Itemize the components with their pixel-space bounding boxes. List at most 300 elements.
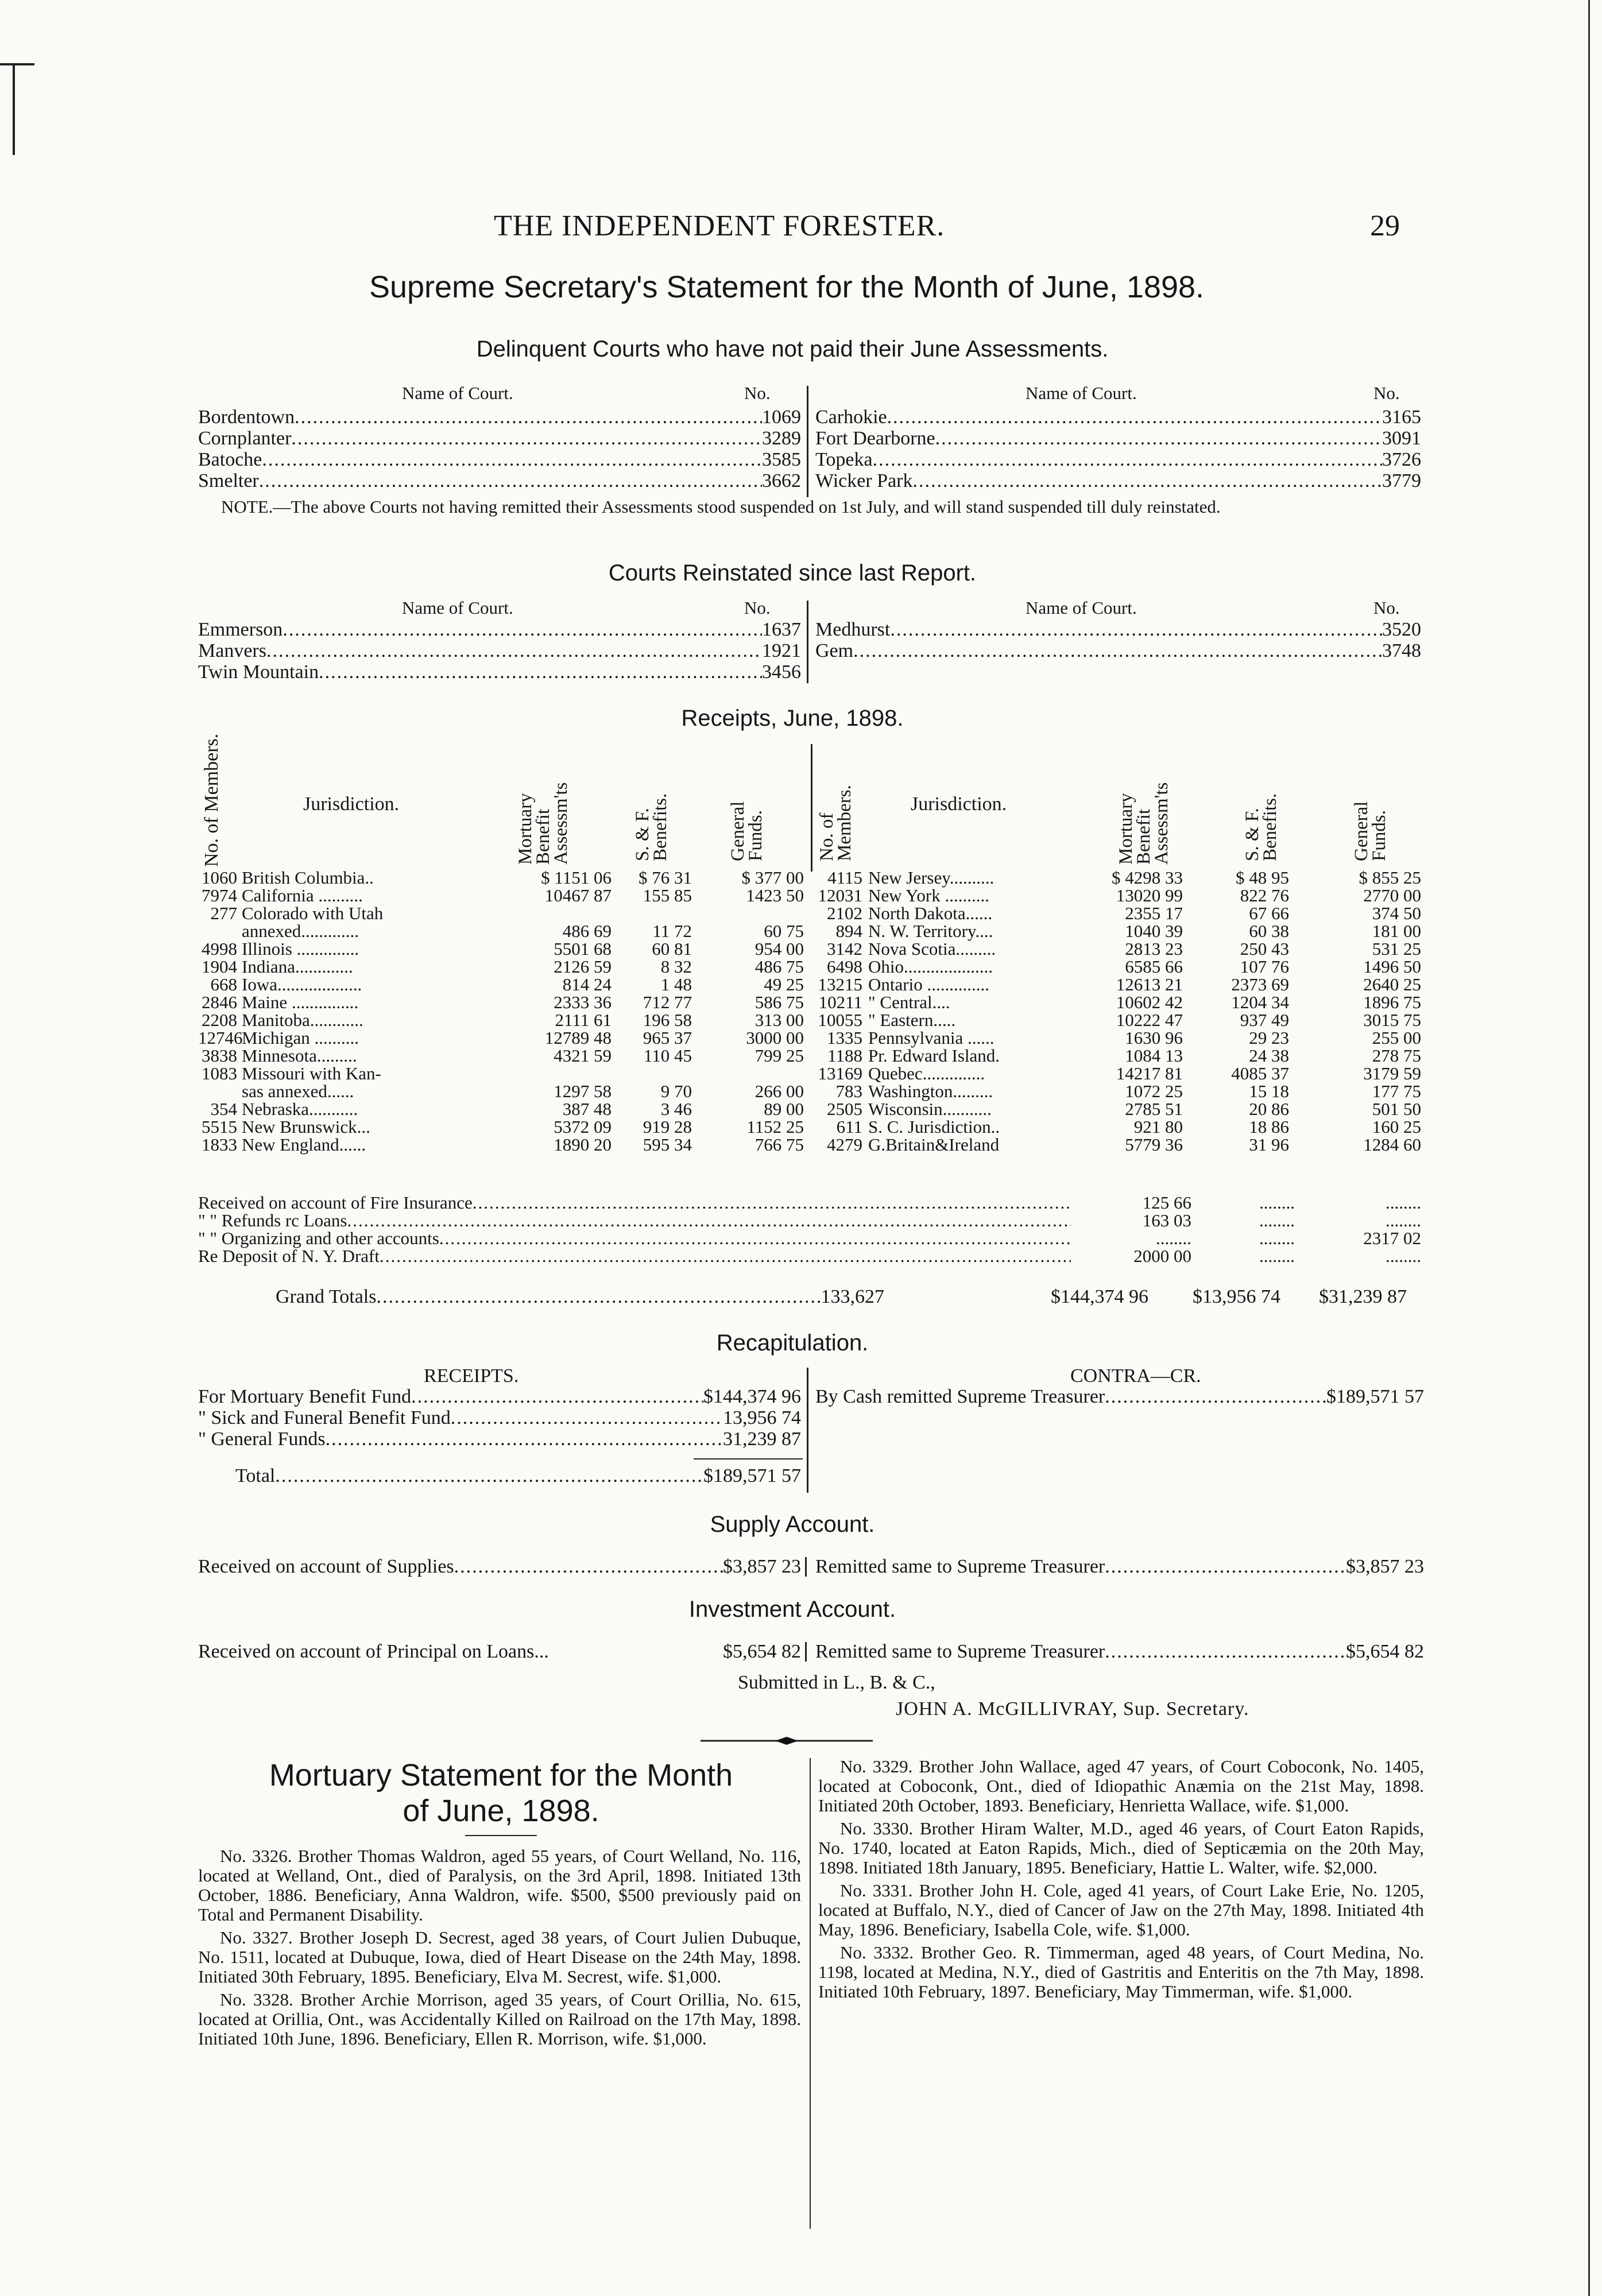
section-ornament — [701, 1735, 873, 1747]
leader-dots — [326, 1428, 723, 1450]
supply-divider — [805, 1557, 807, 1577]
misc-label: " " Refunds rc Loans — [198, 1210, 347, 1230]
jurisdiction-cell: California .......... — [242, 885, 363, 905]
receipts-row — [198, 886, 810, 904]
mortuary-right-column — [818, 1757, 1424, 2005]
general-cell: 266 00 — [754, 1081, 804, 1101]
sf-cell: 110 45 — [643, 1046, 692, 1066]
leader-dots — [473, 1193, 1071, 1213]
sf-cell: 937 49 — [1240, 1010, 1289, 1030]
reinstated-court-row-name: Medhurst — [815, 619, 891, 640]
general-cell: 313 00 — [754, 1010, 804, 1030]
general-cell: 374 50 — [1372, 903, 1421, 923]
members-cell: 13215 — [818, 974, 862, 994]
members-cell: 783 — [835, 1081, 862, 1101]
members-cell: 4279 — [827, 1135, 862, 1155]
misc-sf: ........ — [1259, 1228, 1295, 1248]
general-cell: 177 75 — [1372, 1081, 1421, 1101]
leader-dots — [291, 428, 762, 449]
reinstated-col-name-right: Name of Court. — [1026, 598, 1137, 618]
sf-cell: 15 18 — [1249, 1081, 1289, 1101]
mortuary-cell: 5372 09 — [554, 1117, 612, 1137]
receipts-row — [198, 868, 810, 886]
misc-mortuary: 2000 00 — [1133, 1246, 1191, 1266]
reinstated-court-row-no: 3520 — [1382, 619, 1421, 640]
delinquent-court-row-no: 3726 — [1382, 449, 1421, 470]
supply-remitted-row — [815, 1556, 1424, 1577]
jurisdiction-cell: G.Britain&Ireland — [868, 1135, 1000, 1155]
reinstated-court-row-name: Emmerson — [198, 619, 283, 640]
delinquent-col-no-left: No. — [744, 383, 771, 403]
mortuary-left-column — [198, 1846, 801, 2052]
investment-received-amount: $5,654 82 — [723, 1641, 801, 1662]
sf-cell: 31 96 — [1249, 1135, 1289, 1155]
general-cell: 1284 60 — [1363, 1135, 1421, 1155]
mortuary-cell: 2813 23 — [1125, 939, 1183, 959]
receipts-row — [198, 1046, 810, 1064]
reinstated-list-left — [198, 619, 801, 683]
delinquent-court-row-name: Wicker Park — [815, 470, 913, 491]
investment-heading: Investment Account. — [688, 1597, 896, 1622]
grand-totals-general: $31,239 87 — [1319, 1286, 1407, 1307]
leader-dots — [319, 661, 762, 683]
receipts-row — [815, 886, 1424, 904]
leader-dots — [890, 619, 1382, 640]
investment-remitted-row — [815, 1641, 1424, 1662]
recap-item-row — [198, 1407, 801, 1428]
grand-totals-mortuary: $144,374 96 — [1051, 1286, 1148, 1307]
mortuary-cell: 2333 36 — [554, 992, 612, 1012]
misc-general: 2317 02 — [1363, 1228, 1421, 1248]
mortuary-cell: 2785 51 — [1125, 1099, 1183, 1119]
mortuary-cell: 2355 17 — [1125, 903, 1183, 923]
sf-cell: 250 43 — [1240, 939, 1289, 959]
misc-mortuary: 163 03 — [1142, 1210, 1191, 1230]
jurisdiction-cell: Minnesota......... — [242, 1046, 357, 1066]
members-cell: 611 — [836, 1117, 862, 1137]
receipts-row — [198, 1117, 810, 1135]
jurisdiction-cell: Wisconsin........... — [868, 1099, 992, 1119]
receipts-row — [198, 1028, 810, 1046]
members-cell: 277 — [210, 903, 237, 923]
investment-divider — [805, 1642, 807, 1662]
receipts-row — [815, 957, 1424, 975]
misc-label-wrap — [198, 1211, 1071, 1230]
mortuary-cell: 486 69 — [562, 921, 612, 941]
reinstated-col-name-left: Name of Court. — [402, 598, 513, 618]
reinstated-court-row — [815, 619, 1421, 640]
reinstated-list-right — [815, 619, 1421, 661]
mortuary-cell: 10602 42 — [1116, 992, 1183, 1012]
general-cell: 89 00 — [764, 1099, 804, 1119]
receipts-row — [198, 1082, 810, 1099]
members-cell: 2102 — [827, 903, 862, 923]
misc-general: ........ — [1386, 1210, 1421, 1230]
receipts-row — [198, 1099, 810, 1117]
general-cell: 1423 50 — [746, 885, 804, 905]
receipts-row — [198, 939, 810, 957]
sf-cell: $ 76 31 — [639, 868, 692, 888]
members-cell: 4998 — [202, 939, 237, 959]
leader-dots — [380, 1246, 1071, 1266]
submitted-line: Submitted in L., B. & C., — [738, 1672, 935, 1693]
receipts-row — [815, 1028, 1424, 1046]
receipts-row — [198, 975, 810, 993]
reinstated-court-row-no: 3748 — [1382, 640, 1421, 661]
sf-cell: 60 81 — [652, 939, 692, 959]
general-cell: 486 75 — [754, 957, 804, 977]
header-general-left: General Funds. — [728, 801, 766, 861]
mortuary-entry: No. 3326. Brother Thomas Waldron, aged 55 years, of Court Welland, No. 116, located at Welland, Ont., died of Paralysis, on the 3rd April, 1898. Initiated 13th October, 1886. Beneficiary, Anna Waldron, wife. $500, $500 previously paid on Total and Permanent Disability. — [198, 1846, 801, 1925]
jurisdiction-cell: Ontario .............. — [868, 974, 989, 994]
recap-total-label: Total — [235, 1465, 276, 1486]
mortuary-title-line1: Mortuary Statement for the Month — [269, 1758, 733, 1792]
recap-contra-heading: CONTRA—CR. — [1070, 1365, 1201, 1387]
reinstated-divider — [807, 601, 808, 683]
reinstated-court-row-name: Manvers — [198, 640, 266, 661]
supply-received-label: Received on account of Supplies — [198, 1556, 454, 1577]
delinquent-court-row — [198, 449, 801, 470]
header-general-right: General Funds. — [1351, 801, 1390, 861]
supply-remitted-amount: $3,857 23 — [1346, 1556, 1424, 1577]
supply-received-row — [198, 1556, 801, 1577]
reinstated-court-row-name: Gem — [815, 640, 854, 661]
leader-dots — [887, 406, 1382, 428]
grand-totals-row — [276, 1286, 1424, 1309]
mortuary-cell: 10467 87 — [544, 885, 612, 905]
recap-receipts-heading: RECEIPTS. — [424, 1365, 519, 1387]
misc-label-wrap — [198, 1229, 1071, 1248]
mortuary-cell: 814 24 — [562, 974, 612, 994]
misc-row — [198, 1229, 1424, 1246]
general-cell: 586 75 — [754, 992, 804, 1012]
header-jurisdiction-left: Jurisdiction. — [303, 793, 400, 815]
mortuary-cell: 921 80 — [1133, 1117, 1183, 1137]
reinstated-court-row — [198, 661, 801, 683]
mortuary-cell: 6585 66 — [1125, 957, 1183, 977]
header-sf-left: S. & F. Benefits. — [632, 793, 671, 861]
sf-cell: 9 70 — [660, 1081, 692, 1101]
receipts-row — [815, 993, 1424, 1010]
mortuary-cell: 2126 59 — [554, 957, 612, 977]
mortuary-divider — [810, 1758, 811, 2229]
reinstated-heading: Courts Reinstated since last Report. — [608, 560, 977, 586]
delinquent-list-left — [198, 406, 801, 491]
sf-cell: 11 72 — [652, 921, 692, 941]
receipts-row — [198, 1064, 810, 1082]
delinquent-heading: Delinquent Courts who have not paid their June Assessments. — [476, 336, 1109, 362]
recap-item-label: For Mortuary Benefit Fund — [198, 1386, 412, 1407]
reinstated-court-row-no: 1921 — [762, 640, 801, 661]
receipts-row — [815, 1046, 1424, 1064]
mortuary-cell: 14217 81 — [1116, 1063, 1183, 1083]
delinquent-court-row-name: Topeka — [815, 449, 873, 470]
mortuary-cell: 1297 58 — [554, 1081, 612, 1101]
misc-label: Received on account of Fire Insurance — [198, 1192, 473, 1213]
sf-cell: 4085 37 — [1231, 1063, 1289, 1083]
running-title: THE INDEPENDENT FORESTER. — [494, 210, 945, 242]
supply-heading: Supply Account. — [710, 1512, 875, 1537]
receipts-row — [815, 1010, 1424, 1028]
leader-dots — [913, 470, 1382, 491]
recap-items — [198, 1386, 801, 1450]
misc-row — [198, 1193, 1424, 1211]
delinquent-court-row — [198, 406, 801, 428]
members-cell: 12031 — [818, 885, 862, 905]
general-cell: 160 25 — [1372, 1117, 1421, 1137]
delinquent-court-row — [815, 406, 1421, 428]
sf-cell: 1204 34 — [1231, 992, 1289, 1012]
page-title: Supreme Secretary's Statement for the Month of June, 1898. — [369, 270, 1205, 304]
reinstated-court-row — [198, 640, 801, 661]
general-cell: 501 50 — [1372, 1099, 1421, 1119]
general-cell: 60 75 — [764, 921, 804, 941]
delinquent-court-row — [198, 470, 801, 491]
jurisdiction-cell: Ohio.................... — [868, 957, 993, 977]
sf-cell: 29 23 — [1249, 1028, 1289, 1048]
recap-contra-row — [815, 1386, 1424, 1407]
leader-dots — [259, 470, 762, 491]
delinquent-court-row-name: Bordentown — [198, 406, 295, 428]
members-cell: 2208 — [202, 1010, 237, 1030]
jurisdiction-cell: N. W. Territory.... — [868, 921, 993, 941]
mortuary-cell: 1084 13 — [1125, 1046, 1183, 1066]
members-cell: 2846 — [202, 992, 237, 1012]
jurisdiction-cell: annexed............. — [242, 921, 359, 941]
leader-dots — [347, 1211, 1071, 1230]
mortuary-cell: 1630 96 — [1125, 1028, 1183, 1048]
sf-cell: 20 86 — [1249, 1099, 1289, 1119]
members-cell: 354 — [210, 1099, 237, 1119]
reinstated-col-no-right: No. — [1373, 598, 1400, 618]
mortuary-cell: 13020 99 — [1116, 885, 1183, 905]
receipts-row — [815, 1064, 1424, 1082]
header-jurisdiction-right: Jurisdiction. — [911, 793, 1007, 815]
members-cell: 13169 — [818, 1063, 862, 1083]
jurisdiction-cell: Nebraska........... — [242, 1099, 358, 1119]
members-cell: 5515 — [202, 1117, 237, 1137]
page-number: 29 — [1370, 210, 1400, 242]
mortuary-cell: 12789 48 — [544, 1028, 612, 1048]
members-cell: 1833 — [202, 1135, 237, 1155]
misc-sf: ........ — [1259, 1192, 1295, 1213]
leader-dots — [873, 449, 1382, 470]
mortuary-entry: No. 3331. Brother John H. Cole, aged 41 years, of Court Lake Erie, No. 1205, located at Buffalo, N.Y., died of Cancer of Jaw on the 27th May, 1898. Initiated 4th May, 1896. Beneficiary, Isabella Cole, wife. $1,000. — [818, 1880, 1424, 1939]
general-cell: 3179 59 — [1363, 1063, 1421, 1083]
general-cell: $ 377 00 — [741, 868, 804, 888]
receipts-row — [815, 1082, 1424, 1099]
delinquent-divider — [807, 386, 808, 497]
delinquent-court-row-name: Cornplanter — [198, 428, 292, 449]
delinquent-court-row — [815, 449, 1421, 470]
general-cell: 49 25 — [764, 974, 804, 994]
members-cell: 4115 — [827, 868, 862, 888]
header-members-left: No. of Members. — [201, 733, 222, 867]
mortuary-cell: $ 4298 33 — [1112, 868, 1183, 888]
reinstated-col-no-left: No. — [744, 598, 771, 618]
delinquent-court-row-no: 3662 — [762, 470, 801, 491]
members-cell: 7974 — [202, 885, 237, 905]
recap-divider — [807, 1368, 808, 1493]
investment-remitted-label: Remitted same to Supreme Treasurer — [815, 1641, 1105, 1662]
members-cell: 2505 — [827, 1099, 862, 1119]
mortuary-entry: No. 3332. Brother Geo. R. Timmerman, aged 48 years, of Court Medina, No. 1198, located at Medina, N.Y., died of Gastritis and Enteritis on the 7th May, 1898. Initiated 10th February, 1897. Beneficiary, May Timmerman, wife. $1,000. — [818, 1942, 1424, 2001]
mortuary-title-rule — [465, 1835, 537, 1836]
receipts-rows-right — [815, 868, 1424, 1153]
leader-dots — [283, 619, 762, 640]
receipts-rows-left — [198, 868, 810, 1153]
delinquent-court-row-no: 3289 — [762, 428, 801, 449]
leader-dots — [411, 1386, 703, 1407]
members-cell: 3142 — [827, 939, 862, 959]
receipts-row — [815, 1117, 1424, 1135]
sf-cell: $ 48 95 — [1236, 868, 1289, 888]
sf-cell: 965 37 — [643, 1028, 692, 1048]
gutter-mark-vertical — [13, 63, 15, 155]
members-cell: 1904 — [202, 957, 237, 977]
header-sf-right: S. & F. Benefits. — [1242, 793, 1280, 861]
mortuary-cell: 5779 36 — [1125, 1135, 1183, 1155]
recap-item-row — [198, 1428, 801, 1450]
supply-received-amount: $3,857 23 — [723, 1556, 801, 1577]
delinquent-court-row-name: Fort Dearborne — [815, 428, 935, 449]
delinquent-court-row-no: 3779 — [1382, 470, 1421, 491]
mortuary-title-line2: of June, 1898. — [403, 1794, 599, 1828]
header-mortuary-left: Mortuary Benefit Assessm'ts — [515, 782, 571, 865]
sf-cell: 107 76 — [1240, 957, 1289, 977]
misc-general: ........ — [1386, 1246, 1421, 1266]
mortuary-cell: 1040 39 — [1125, 921, 1183, 941]
jurisdiction-cell: Indiana............. — [242, 957, 353, 977]
jurisdiction-cell: Maine ............... — [242, 992, 359, 1012]
members-cell: 894 — [835, 921, 862, 941]
supply-remitted-label: Remitted same to Supreme Treasurer — [815, 1556, 1105, 1577]
general-cell: 278 75 — [1372, 1046, 1421, 1066]
receipts-row — [815, 868, 1424, 886]
mortuary-cell: 12613 21 — [1116, 974, 1183, 994]
jurisdiction-cell: Washington......... — [868, 1081, 993, 1101]
jurisdiction-cell: Manitoba............ — [242, 1010, 363, 1030]
leader-dots — [295, 406, 762, 428]
delinquent-col-no-right: No. — [1373, 383, 1400, 403]
header-mortuary-right: Mortuary Benefit Assessm'ts — [1116, 782, 1172, 865]
grand-totals-members: 133,627 — [821, 1286, 884, 1307]
recap-contra-label: By Cash remitted Supreme Treasurer — [815, 1386, 1105, 1407]
mortuary-cell: 1890 20 — [554, 1135, 612, 1155]
general-cell: 2640 25 — [1363, 974, 1421, 994]
sf-cell: 1 48 — [660, 974, 692, 994]
delinquent-note: NOTE.—The above Courts not having remitted their Assessments stood suspended on 1st July, and will stand suspended till duly reinstated. — [221, 497, 1221, 517]
delinquent-court-row — [815, 470, 1421, 491]
delinquent-list-right — [815, 406, 1421, 491]
reinstated-court-row-no: 3456 — [762, 661, 801, 683]
receipts-row — [198, 904, 810, 922]
jurisdiction-cell: Colorado with Utah — [242, 903, 384, 923]
general-cell: 1152 25 — [746, 1117, 804, 1137]
recap-total-row — [235, 1465, 801, 1486]
grand-totals-label: Grand Totals — [276, 1286, 377, 1307]
receipts-row — [198, 1010, 810, 1028]
general-cell: 799 25 — [754, 1046, 804, 1066]
misc-mortuary: ........ — [1156, 1228, 1191, 1248]
jurisdiction-cell: New England...... — [242, 1135, 366, 1155]
misc-row — [198, 1211, 1424, 1229]
sf-cell: 24 38 — [1249, 1046, 1289, 1066]
jurisdiction-cell: British Columbia.. — [242, 868, 374, 888]
recap-total-amount: $189,571 57 — [703, 1465, 801, 1486]
delinquent-court-row-name: Batoche — [198, 449, 262, 470]
jurisdiction-cell: North Dakota...... — [868, 903, 993, 923]
jurisdiction-cell: Quebec.............. — [868, 1063, 985, 1083]
receipts-row — [815, 1099, 1424, 1117]
receipts-row — [815, 975, 1424, 993]
general-cell: 1496 50 — [1363, 957, 1421, 977]
sf-cell: 822 76 — [1240, 885, 1289, 905]
recap-item-label: " General Funds — [198, 1428, 326, 1450]
mortuary-cell: 10222 47 — [1116, 1010, 1183, 1030]
receipts-row — [815, 939, 1424, 957]
misc-label-wrap — [198, 1193, 1071, 1213]
receipts-row — [815, 904, 1424, 922]
page-edge-line — [1588, 0, 1590, 2296]
recap-total-rule — [694, 1458, 803, 1459]
misc-label: " " Organizing and other accounts — [198, 1228, 439, 1248]
jurisdiction-cell: sas annexed...... — [242, 1081, 354, 1101]
header-members-right: No. of Members. — [817, 785, 855, 861]
jurisdiction-cell: Pennsylvania ...... — [868, 1028, 995, 1048]
jurisdiction-cell: S. C. Jurisdiction.. — [868, 1117, 1000, 1137]
leader-dots — [451, 1407, 723, 1428]
mortuary-cell: $ 1151 06 — [541, 868, 612, 888]
delinquent-court-row — [198, 428, 801, 449]
jurisdiction-cell: Michigan .......... — [242, 1028, 359, 1048]
members-cell: 12746 — [198, 1028, 243, 1048]
leader-dots — [266, 640, 762, 661]
mortuary-cell: 2111 61 — [555, 1010, 612, 1030]
investment-remitted-amount: $5,654 82 — [1346, 1641, 1424, 1662]
jurisdiction-cell: Pr. Edward Island. — [868, 1046, 1000, 1066]
recap-item-amount: $144,374 96 — [703, 1386, 801, 1407]
gutter-mark — [0, 63, 34, 65]
receipts-row — [198, 1135, 810, 1153]
members-cell: 668 — [210, 974, 237, 994]
misc-label: Re Deposit of N. Y. Draft — [198, 1246, 380, 1266]
receipts-row — [815, 922, 1424, 939]
jurisdiction-cell: Nova Scotia......... — [868, 939, 996, 959]
mortuary-cell: 1072 25 — [1125, 1081, 1183, 1101]
receipts-center-divider — [811, 744, 812, 872]
members-cell: 10055 — [818, 1010, 862, 1030]
delinquent-court-row-no: 3165 — [1382, 406, 1421, 428]
recap-item-amount: 31,239 87 — [723, 1428, 801, 1450]
sf-cell: 8 32 — [660, 957, 692, 977]
delinquent-court-row-name: Smelter — [198, 470, 259, 491]
reinstated-court-row-no: 1637 — [762, 619, 801, 640]
receipts-row — [815, 1135, 1424, 1153]
general-cell: 3000 00 — [746, 1028, 804, 1048]
receipts-misc-rows — [198, 1193, 1424, 1264]
recap-item-label: " Sick and Funeral Benefit Fund — [198, 1407, 451, 1428]
jurisdiction-cell: Missouri with Kan- — [242, 1063, 381, 1083]
delinquent-court-row-no: 3585 — [762, 449, 801, 470]
members-cell: 1188 — [827, 1046, 862, 1066]
members-cell: 3838 — [202, 1046, 237, 1066]
leader-dots — [935, 428, 1382, 449]
misc-row — [198, 1246, 1424, 1264]
sf-cell: 60 38 — [1249, 921, 1289, 941]
sf-cell: 919 28 — [643, 1117, 692, 1137]
sf-cell: 2373 69 — [1231, 974, 1289, 994]
